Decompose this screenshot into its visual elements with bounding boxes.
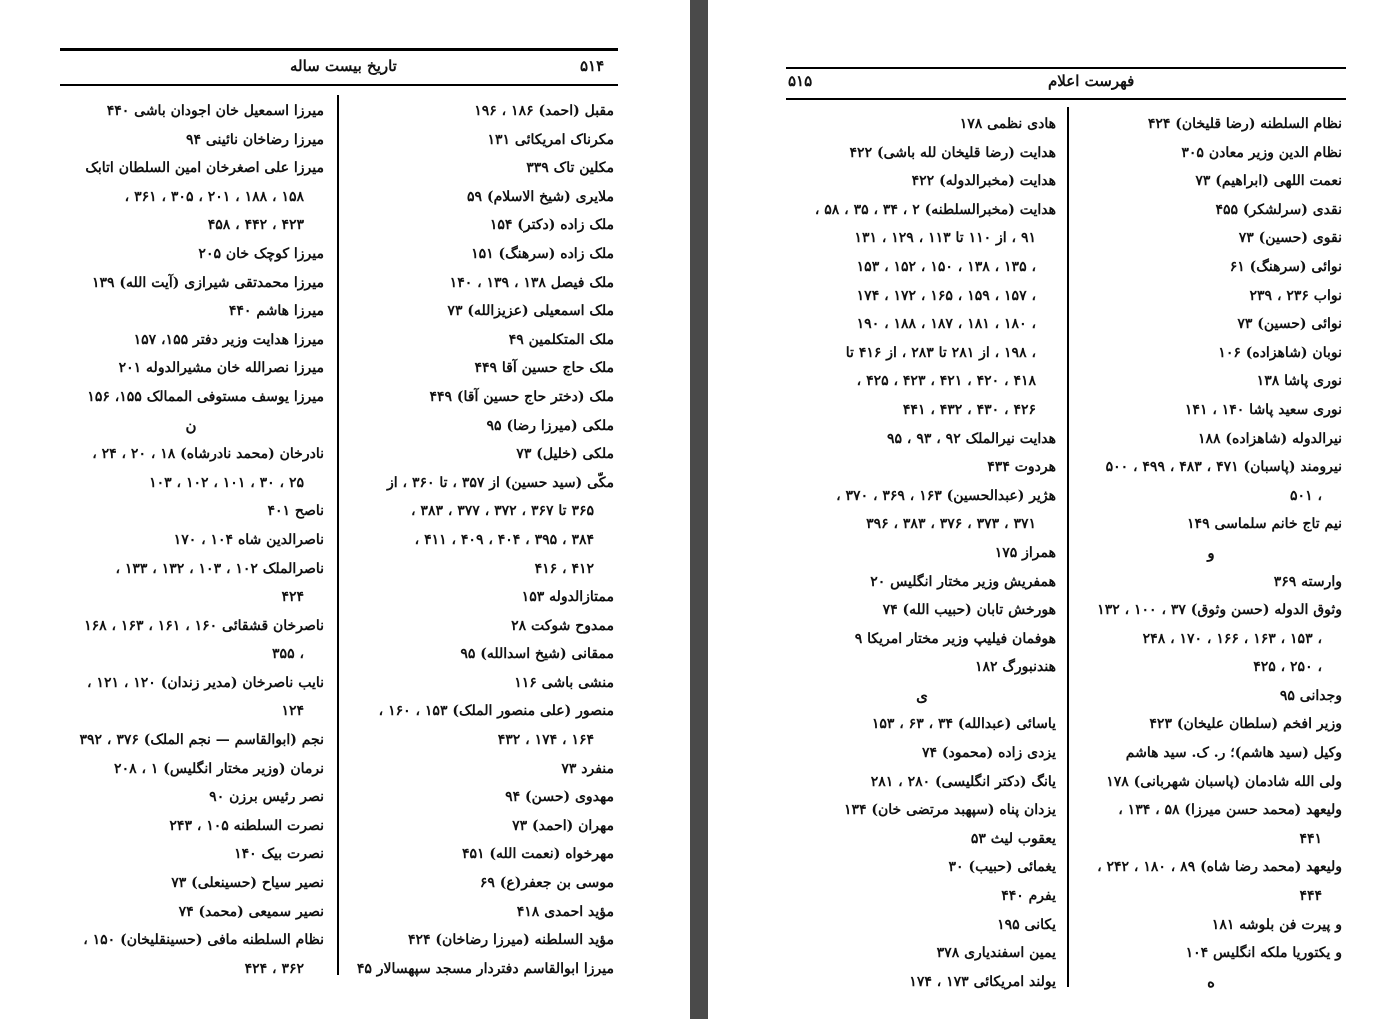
index-entry: نوائی (حسین) ۷۳ [1237, 316, 1342, 333]
index-entry: وارسته ۳۶۹ [1273, 573, 1342, 590]
index-entry-continuation: ، ۳۵۵ [272, 646, 304, 663]
index-entry: یانگ (دکتر انگلیسی) ۲۸۰ ، ۲۸۱ [870, 773, 1056, 790]
index-entry-continuation: ، ۵۰۱ [1290, 487, 1322, 504]
index-entry: نصر رئیس برزن ۹۰ [209, 789, 324, 806]
index-entry: میرزا علی اصغرخان امین السلطان اتابک [85, 160, 324, 177]
index-entry-continuation: ۳۸۴ ، ۳۹۵ ، ۴۰۴ ، ۴۰۹ ، ۴۱۱ ، [414, 531, 594, 548]
index-entry: نادرخان (محمد نادرشاه) ۱۸ ، ۲۰ ، ۲۴ ، [92, 446, 324, 463]
header-top-rule [786, 67, 1346, 69]
index-column-left [788, 110, 1056, 996]
index-entry: مؤید السلطنه (میرزا رضاخان) ۴۲۴ [408, 932, 614, 949]
index-entry: ملک (دختر حاج حسین آقا) ۴۴۹ [429, 388, 614, 405]
section-letter: ن [185, 416, 197, 435]
index-entry-continuation: ۳۷۱ ، ۳۷۳ ، ۳۷۶ ، ۳۸۳ ، ۳۹۶ [866, 516, 1036, 533]
index-entry: ملکی (میرزا رضا) ۹۵ [486, 417, 614, 434]
section-letter: ه [1207, 972, 1215, 991]
index-entry: نایب ناصرخان (مدیر زندان) ۱۲۰ ، ۱۲۱ ، [87, 674, 324, 691]
index-entry: مکرناک امریکائی ۱۳۱ [487, 131, 614, 148]
index-entry: موسی بن جعفر(ع) ۶۹ [479, 875, 614, 892]
running-title: فهرست اعلام [1048, 72, 1135, 90]
index-entry-continuation: ۱۵۸ ، ۱۸۸ ، ۲۰۱ ، ۳۰۵ ، ۳۶۱ ، [124, 188, 304, 205]
index-entry: نصیر سمیعی (محمد) ۷۴ [178, 903, 324, 920]
index-entry: وجدانی ۹۵ [1279, 687, 1342, 704]
index-entry: میرزا رضاخان نائینی ۹۴ [185, 131, 324, 148]
index-entry: نظام الدین وزیر معادن ۳۰۵ [1181, 144, 1342, 161]
index-entry: و پیرت فن بلوشه ۱۸۱ [1211, 916, 1342, 933]
index-entry: نوبان (شاهزاده) ۱۰۶ [1218, 344, 1342, 361]
index-entry: یغمائی (حبیب) ۳۰ [948, 859, 1056, 876]
index-entry: نوری پاشا ۱۳۸ [1256, 373, 1342, 390]
index-entry: یکانی ۱۹۵ [997, 916, 1056, 933]
index-entry: ملک فیصل ۱۳۸ ، ۱۳۹ ، ۱۴۰ [449, 274, 614, 291]
index-entry: نیرالدوله (شاهزاده) ۱۸۸ [1197, 430, 1342, 447]
index-entry: وکیل (سید هاشم)؛ ر. ک. سید هاشم [1125, 745, 1342, 762]
index-column-right [348, 97, 614, 983]
right-page [708, 0, 1377, 1019]
index-entry: یزدی زاده (محمود) ۷۴ [921, 745, 1056, 762]
index-entry: منصور (علی منصور الملک) ۱۵۳ ، ۱۶۰ ، [378, 703, 614, 720]
index-entry: همراز ۱۷۵ [994, 544, 1056, 561]
index-entry: نجم (ابوالقاسم — نجم الملک) ۳۷۶ ، ۳۹۲ [79, 732, 324, 749]
index-entry-continuation: ۱۶۴ ، ۱۷۴ ، ۴۳۲ [497, 732, 594, 749]
index-entry: نظام السلطنه مافی (حسینقلیخان) ۱۵۰ ، [83, 932, 324, 949]
index-entry: نوائی (سرهنگ) ۶۱ [1229, 258, 1342, 275]
index-entry: یعقوب لیث ۵۳ [970, 830, 1056, 847]
index-entry: هدایت نیرالملک ۹۲ ، ۹۳ ، ۹۵ [887, 430, 1056, 447]
index-entry: مقبل (احمد) ۱۸۶ ، ۱۹۶ [474, 103, 614, 119]
column-divider [337, 95, 339, 975]
index-entry-continuation: ۴۲۶ ، ۴۳۰ ، ۴۳۲ ، ۴۴۱ [902, 401, 1036, 418]
index-entry: ناصرالملک ۱۰۲ ، ۱۰۳ ، ۱۳۲ ، ۱۳۳ ، [115, 560, 324, 577]
index-entry: هدایت (رضا قلیخان لله باشی) ۴۲۲ [849, 144, 1056, 161]
index-entry: مؤید احمدی ۴۱۸ [516, 903, 614, 920]
index-entry: ولیعهد (محمد حسن میرزا) ۵۸ ، ۱۳۴ ، [1118, 802, 1342, 819]
index-entry: نوری سعید پاشا ۱۴۰ ، ۱۴۱ [1184, 401, 1342, 418]
index-entry-continuation: ، ۲۵۰ ، ۴۲۵ [1253, 659, 1322, 676]
index-entry: هردوت ۴۳۴ [987, 459, 1056, 476]
index-entry: یاسائی (عبدالله) ۳۴ ، ۶۳ ، ۱۵۳ [871, 716, 1056, 733]
index-entry: میرزا محمدتقی شیرازی (آیت الله) ۱۳۹ [91, 274, 324, 291]
index-entry: ولیعهد (محمد رضا شاه) ۸۹ ، ۱۸۰ ، ۲۴۲ ، [1097, 859, 1342, 876]
index-entry: نظام السلطنه (رضا قلیخان) ۴۲۴ [1147, 116, 1342, 132]
index-entry: مهران (احمد) ۷۳ [512, 817, 614, 834]
index-entry-continuation: ۳۶۵ تا ۳۶۷ ، ۳۷۲ ، ۳۷۷ ، ۳۸۳ ، [411, 503, 594, 520]
index-entry: ملکی (خلیل) ۷۳ [516, 446, 614, 463]
index-entry: یمین اسفندیاری ۳۷۸ [936, 945, 1056, 962]
header-top-rule [60, 48, 618, 51]
index-entry: ناصرالدین شاه ۱۰۴ ، ۱۷۰ [173, 531, 324, 548]
index-entry: ملک المتکلمین ۴۹ [508, 331, 614, 348]
index-entry: همفریش وزیر مختار انگلیس ۲۰ [870, 573, 1056, 590]
index-entry: وثوق الدوله (حسن وثوق) ۳۷ ، ۱۰۰ ، ۱۳۲ [1097, 602, 1342, 619]
index-entry: وزیر افخم (سلطان علیخان) ۴۲۳ [1149, 716, 1342, 733]
index-entry: میرزا نصرالله خان مشیرالدوله ۲۰۱ [118, 360, 324, 377]
index-entry: مکلین تاک ۳۳۹ [526, 160, 614, 177]
index-entry: نصرت بیک ۱۴۰ [234, 846, 324, 863]
index-entry: میرزا ابوالقاسم دفتردار مسجد سپهسالار ۴۵ [356, 960, 614, 977]
index-entry: یفرم ۴۴۰ [1001, 888, 1056, 905]
index-entry: منفرد ۷۳ [561, 760, 614, 777]
index-entry: مکّی (سید حسین) از ۳۵۷ ، تا ۳۶۰ ، از [387, 474, 614, 491]
index-entry-continuation: ۴۴۱ [1299, 830, 1322, 847]
index-entry-continuation: ۴۲۴ [281, 589, 304, 606]
index-entry: هوفمان فیلیپ وزیر مختار امریکا ۹ [854, 630, 1056, 647]
index-entry: میرزا یوسف مستوفی الممالک ۱۵۵، ۱۵۶ [87, 388, 324, 405]
index-entry-continuation: ۲۵ ، ۳۰ ، ۱۰۱ ، ۱۰۲ ، ۱۰۳ [149, 474, 304, 491]
index-entry: نرمان (وزیر مختار انگلیس) ۱ ، ۲۰۸ [114, 760, 324, 777]
index-entry: یولند امریکائی ۱۷۳ ، ۱۷۴ [909, 973, 1056, 990]
index-entry: هندنبورگ ۱۸۲ [974, 659, 1056, 676]
index-entry: ملک اسمعیلی (عزیزالله) ۷۳ [447, 303, 614, 320]
index-entry: میرزا هاشم ۴۴۰ [228, 303, 324, 320]
index-entry: مهرخواه (نعمت الله) ۴۵۱ [461, 846, 614, 863]
header-bottom-rule [786, 98, 1346, 100]
index-entry-continuation: ۱۲۴ [281, 703, 304, 720]
index-entry-continuation: ، ۱۹۸ ، از ۲۸۱ تا ۲۸۳ ، از ۴۱۶ تا [845, 344, 1036, 361]
index-entry: نعمت اللهی (ابراهیم) ۷۳ [1195, 173, 1342, 190]
index-entry: نواب ۲۳۶ ، ۲۳۹ [1249, 287, 1342, 304]
index-entry: یزدان پناه (سپهبد مرتضی خان) ۱۳۴ [843, 802, 1056, 819]
index-entry: منشی باشی ۱۱۶ [514, 674, 614, 691]
index-entry-continuation: ۴۱۲ ، ۴۱۶ [534, 560, 594, 577]
index-entry: نقوی (حسین) ۷۳ [1238, 230, 1342, 247]
index-entry: هادی نظمی ۱۷۸ [959, 116, 1056, 132]
page-number: ۵۱۵ [788, 72, 813, 90]
index-entry: ممتازالدوله ۱۵۳ [521, 589, 614, 606]
column-divider [1067, 107, 1069, 987]
index-entry-continuation: ۴۲۳ ، ۴۴۲ ، ۴۵۸ [207, 217, 304, 234]
index-entry: نیم تاج خانم سلماسی ۱۴۹ [1187, 516, 1342, 533]
index-entry: ملک زاده (سرهنگ) ۱۵۱ [471, 245, 614, 262]
index-entry: ملایری (شیخ الاسلام) ۵۹ [467, 188, 614, 205]
index-entry: نیرومند (پاسبان) ۴۷۱ ، ۴۸۳ ، ۴۹۹ ، ۵۰۰ [1105, 459, 1342, 476]
index-entry: میرزا کوچک خان ۲۰۵ [198, 245, 324, 262]
index-entry: میرزا هدایت وزیر دفتر ۱۵۵، ۱۵۷ [133, 331, 324, 348]
section-letter: ی [916, 686, 928, 705]
index-entry-continuation: ، ۱۵۷ ، ۱۵۹ ، ۱۶۵ ، ۱۷۲ ، ۱۷۴ [856, 287, 1036, 304]
index-entry: نصرت السلطنه ۱۰۵ ، ۲۴۳ [169, 817, 324, 834]
index-entry: ممدوح شوکت ۲۸ [511, 617, 614, 634]
index-entry: مهدوی (حسن) ۹۴ [505, 789, 614, 806]
index-entry: میرزا اسمعیل خان اجودان باشی ۴۴۰ [106, 103, 324, 119]
section-letter: و [1207, 543, 1215, 562]
index-entry: ملک زاده (دکتر) ۱۵۴ [489, 217, 614, 234]
index-entry: ممقانی (شیخ اسدالله) ۹۵ [460, 646, 614, 663]
index-entry: ناصرخان قشقائی ۱۶۰ ، ۱۶۱ ، ۱۶۳ ، ۱۶۸ [84, 617, 324, 634]
index-entry: نصیر سیاح (حسینعلی) ۷۳ [171, 875, 324, 892]
index-entry: ملک حاج حسین آقا ۴۴۹ [474, 360, 614, 377]
index-entry: ولی الله شادمان (پاسبان شهربانی) ۱۷۸ [1106, 773, 1342, 790]
index-column-right [1080, 110, 1342, 996]
index-entry: هدایت (مخبرالسلطنه) ۲ ، ۳۴ ، ۳۵ ، ۵۸ ، [814, 201, 1056, 218]
index-entry: و یکتوریا ملکه انگلیس ۱۰۴ [1185, 945, 1342, 962]
index-entry-continuation: ۹۱ ، از ۱۱۰ تا ۱۱۳ ، ۱۲۹ ، ۱۳۱ [854, 230, 1036, 247]
index-entry: نقدی (سرلشکر) ۴۵۵ [1215, 201, 1342, 218]
header-bottom-rule [60, 84, 618, 86]
running-title: تاریخ بیست ساله [290, 57, 397, 75]
index-entry-continuation: ۴۱۸ ، ۴۲۰ ، ۴۲۱ ، ۴۲۳ ، ۴۲۵ ، [856, 373, 1036, 390]
index-column-left [58, 97, 324, 983]
book-spine [690, 0, 708, 1019]
index-entry: هدایت (مخبرالدوله) ۴۲۲ [911, 173, 1056, 190]
index-entry: ناصح ۴۰۱ [267, 503, 324, 520]
index-entry: هورخش تابان (حبیب الله) ۷۴ [882, 602, 1056, 619]
page-number: ۵۱۴ [580, 57, 605, 75]
index-entry-continuation: ، ۱۸۰ ، ۱۸۱ ، ۱۸۷ ، ۱۸۸ ، ۱۹۰ [856, 316, 1036, 333]
index-entry-continuation: ۳۶۲ ، ۴۲۴ [244, 960, 304, 977]
index-entry: هژیر (عبدالحسین) ۱۶۳ ، ۳۶۹ ، ۳۷۰ ، [836, 487, 1056, 504]
index-entry-continuation: ، ۱۳۵ ، ۱۳۸ ، ۱۵۰ ، ۱۵۲ ، ۱۵۳ [856, 258, 1036, 275]
index-entry-continuation: ۴۴۴ [1299, 888, 1322, 905]
index-entry-continuation: ، ۱۵۳ ، ۱۶۳ ، ۱۶۶ ، ۱۷۰ ، ۲۴۸ [1142, 630, 1322, 647]
